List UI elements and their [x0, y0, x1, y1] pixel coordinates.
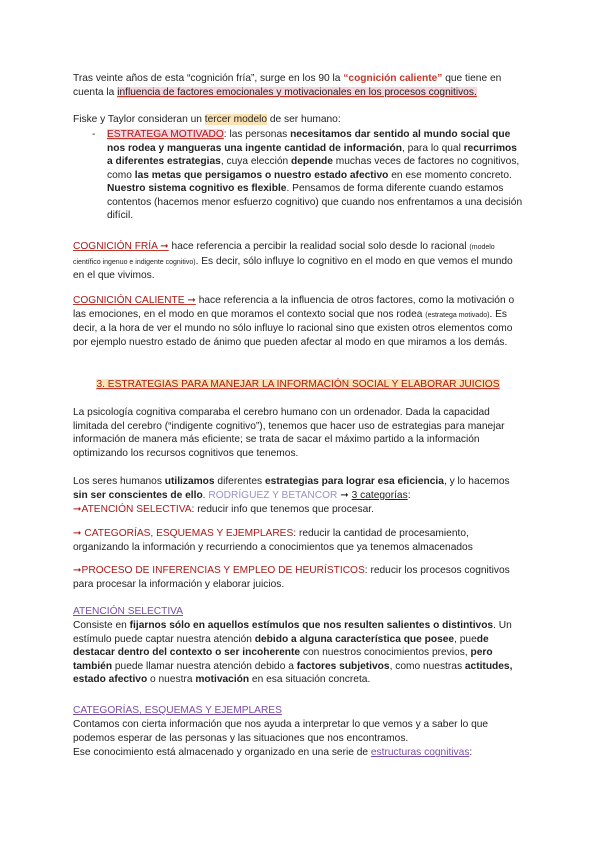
section-heading: 3. ESTRATEGIAS PARA MANEJAR LA INFORMACIÓN SOCIAL Y ELABORAR JUICIOS [96, 379, 500, 390]
category-item [73, 564, 523, 591]
text: , y lo hacemos [443, 476, 510, 487]
text: con nuestros conocimientos previos, [300, 647, 471, 658]
subsection-heading: CATEGORÍAS, ESQUEMAS Y EJEMPLARES [73, 705, 282, 716]
text: hace referencia a percibir la realidad social solo desde lo racional [168, 241, 470, 252]
estratega-label: ESTRATEGA MOTIVADO [107, 129, 224, 140]
text: : [469, 747, 473, 758]
text: , para lo qual [401, 142, 464, 154]
category-item [73, 503, 523, 517]
cognicion-fria-paragraph [73, 240, 523, 283]
text: : las personas [223, 129, 291, 140]
text-bold: utilizamos [164, 476, 215, 487]
text: Consiste en [73, 620, 130, 631]
intro-highlight: influencia de factores emocionales y motivacionales en los procesos cognitivos. [117, 86, 477, 98]
text: : [407, 489, 411, 501]
text: puede llamar nuestra atención debido a [112, 660, 297, 672]
text-bold: motivación [195, 674, 250, 685]
categories-count: 3 categorías [351, 489, 408, 501]
category-text: : reducir la cantidad de procesamiento, organizando la información y recurriendo a conocimientos que ya tenemos almacenados [73, 528, 473, 553]
text: diferentes [214, 476, 265, 487]
cognicion-fria-label: COGNICIÓN FRÍA ➞ [73, 241, 169, 252]
text: de ser humano: [267, 114, 341, 125]
small-note: (modelo científico ingenuo e indigente cognitivo) [73, 244, 495, 266]
text-bold: estrategias para lograr esa eficiencia [264, 476, 444, 487]
atencion-paragraph [73, 619, 523, 687]
intro-text: que tiene en cuenta la [73, 73, 502, 98]
text-bold: recurrimos a diferentes estrategias [107, 142, 517, 167]
tercer-modelo-highlight: tercer modelo [204, 114, 268, 125]
categorias-paragraph: Contamos con cierta información que nos ayuda a interpretar lo que vemos y a saber lo que podemos esperar de las personas y las situaciones que nos encontramos. [73, 719, 489, 744]
text: en ese momento concreto. [388, 169, 512, 181]
text-bold: Nuestro sistema cognitivo es flexible [107, 183, 287, 194]
subsection-heading: ATENCIÓN SELECTIVA [73, 606, 184, 617]
text-bold: las metas que persigamos o nuestro estado afectivo [134, 169, 389, 181]
text: hace referencia a la influencia de otros factores, como la motivación o las emociones, en el modo en que moramos el contexto social que nos rodea [73, 295, 515, 320]
cognicion-caliente-term: “cognición caliente” [343, 73, 443, 84]
cognicion-caliente-label: COGNICIÓN CALIENTE ➞ [73, 295, 196, 306]
text: . Pensamos de forma diferente cuando estamos contentos (hacemos menor esfuerzo cognitivo) que cuando nos enfrentamos a una decisión difícil. [107, 183, 523, 221]
author-reference: RODRÍGUEZ Y BETANCOR [208, 489, 338, 501]
text: . [202, 489, 209, 501]
category-label: ➞ATENCIÓN SELECTIVA [73, 504, 192, 515]
category-text: : reducir los procesos cognitivos para procesar la información y elaborar juicios. [73, 565, 510, 590]
category-label: ➞PROCESO DE INFERENCIAS Y EMPLEO DE HEURÍSTICOS [73, 565, 365, 576]
arrow: ➞ [337, 489, 352, 501]
estratega-bullet [92, 128, 523, 223]
text-bold: necesitamos dar sentido al mundo social que nos rodea y mangueras una ingente cantidad de información [107, 129, 511, 154]
text: , como nuestras [389, 660, 465, 672]
text-bold: debido a alguna característica que posee [254, 633, 455, 645]
text: . Es decir, a la hora de ver el mundo no sólo influye lo racional sino que existen otros elementos como por ejemplo nuestro estado de ánimo que pueden afectar al modo en que miramos a los demás. [73, 308, 513, 348]
categorias-heading [73, 704, 523, 718]
bullet-dash: - [92, 129, 96, 140]
estructuras-paragraph [73, 746, 523, 760]
section-3-heading [73, 378, 523, 392]
intro-text: Tras veinte años de esta “cognición fría”, surge en los 90 la [73, 73, 344, 84]
small-note: (estratega motivado) [425, 311, 490, 319]
category-text: : reducir info que tenemos que procesar. [191, 504, 374, 515]
intro-paragraph [73, 72, 523, 99]
text: en esa situación concreta. [249, 674, 371, 685]
text-bold: pero también [73, 647, 493, 672]
atencion-heading [73, 605, 523, 619]
strategies-paragraph [73, 475, 523, 502]
text: , cuya elección [220, 156, 292, 167]
text-bold: depende [291, 156, 333, 167]
fiske-taylor-line [73, 113, 523, 127]
category-label: ➞ CATEGORÍAS, ESQUEMAS Y EJEMPLARES [73, 528, 294, 539]
text-bold: de destacar dentro del contexto o ser incoherente [73, 633, 489, 658]
text: Ese conocimiento está almacenado y organizado en una serie de [73, 747, 371, 758]
text: o nuestra [147, 674, 196, 685]
cognicion-caliente-paragraph [73, 294, 523, 349]
text-bold: sin ser conscientes de ello [73, 489, 203, 501]
text: Los seres humanos [73, 476, 165, 487]
category-item [73, 527, 523, 554]
text: Fiske y Taylor consideran un [73, 114, 205, 125]
section-3-intro: La psicología cognitiva comparaba el cerebro humano con un ordenador. Dada la capacidad limitada del cerebro (“indigente cognitivo”), tenemos que hacer uso de estrategias para manejar información de manera más eficiente; se trata de sacar el máximo partido a la información optimizando los recursos cognitivos que tenemos. [73, 407, 505, 459]
text: . Es decir, sólo influye lo cognitivo en el modo en que vemos el mundo en el que vivimos. [73, 255, 513, 281]
text: , pue [454, 633, 477, 645]
text-bold: fijarnos sólo en aquellos estímulos que nos resulten salientes o distintivos [129, 620, 494, 631]
text: muchas veces de factores no cognitivos, como [107, 156, 520, 181]
text: . Un estímulo puede captar nuestra atención [73, 620, 512, 645]
estructuras-term: estructuras cognitivas [370, 747, 470, 758]
text-bold: actitudes, estado afectivo [73, 660, 513, 685]
text-bold: factores subjetivos [296, 660, 390, 672]
